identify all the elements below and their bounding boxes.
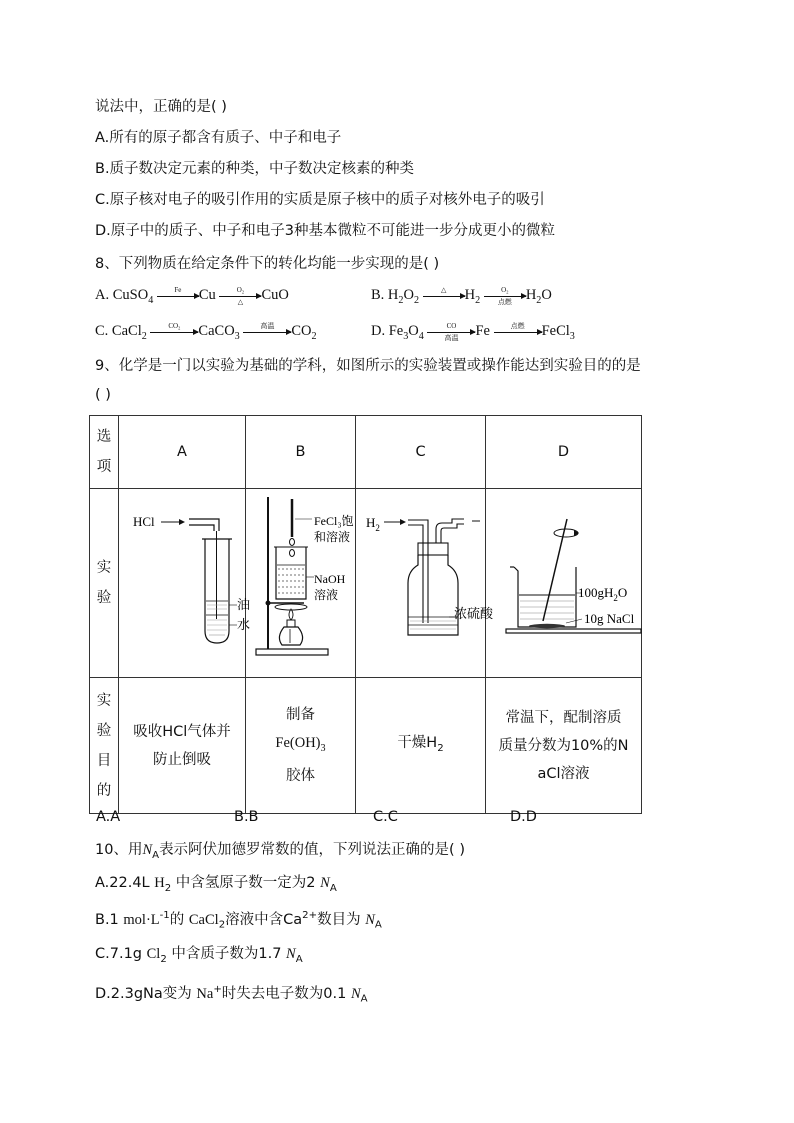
svg-text:HCl: HCl — [133, 514, 155, 529]
q7-option-c: C.原子核对电子的吸引作用的实质是原子核中的质子对核外电子的吸引 — [95, 192, 545, 208]
purpose-label-cell: 实 验 目 的 — [90, 678, 119, 814]
table-purpose-row — [90, 678, 642, 814]
svg-text:和溶液: 和溶液 — [314, 530, 351, 544]
header-col-c: C — [356, 416, 486, 489]
q9-stem: 9、化学是一门以实验为基础的学科，如图所示的实验装置或操作能达到实验目的的是 — [95, 358, 641, 374]
apparatus-b-cell — [246, 489, 356, 678]
heating-apparatus-icon — [246, 489, 355, 673]
q7-option-a: A.所有的原子都含有质子、中子和电子 — [95, 130, 342, 146]
header-col-a: A — [119, 416, 246, 489]
header-col-d: D — [486, 416, 642, 489]
q10-option-d: D.2.3gNa变为 Na+时失去电子数为0.1 $N_A$ — [95, 984, 368, 1005]
svg-text:FeCl₃饱: FeCl₃饱 — [314, 514, 354, 528]
svg-text:100gH2O: $100gH_2O$ — [578, 585, 628, 603]
reaction-arrow-icon: 高温 — [243, 322, 291, 342]
q8-a-label: A. — [95, 287, 110, 303]
svg-text:水: 水 — [237, 618, 251, 633]
reaction-arrow-icon: O₂ 点燃 — [484, 286, 526, 306]
reaction-arrow-icon: CO₂ — [150, 322, 198, 342]
q8-option-c: C. CaCl$_2$ CO₂ CaCO$_3$ 高温 $CO_2$ — [95, 321, 317, 342]
q8-option-d: D. $Fe_3O_4$ CO 高温 Fe 点燃 FeCl$_3$ — [371, 321, 575, 342]
apparatus-a-cell — [119, 489, 251, 678]
q9-answer-a: A.A — [96, 809, 121, 825]
svg-text:H2: $H_2$ — [366, 515, 380, 533]
svg-text:油: 油 — [237, 598, 251, 613]
reaction-arrow-icon: 点燃 — [494, 322, 542, 342]
q7-stem: 说法中，正确的是( ) — [95, 99, 227, 115]
q9-experiment-table — [89, 415, 642, 814]
q10-option-b: B.1 $mol\cdot L^{-1}$的 CaCl$_2$溶液中含$Ca^{2+}$数目为 $N_A$ — [95, 910, 382, 931]
q7-option-d: D.原子中的质子、中子和电子3种基本微粒不可能进一步分成更小的微粒 — [95, 223, 555, 239]
svg-text:10g NaCl: 10g NaCl — [584, 611, 635, 626]
reaction-arrow-icon: Fe — [157, 286, 199, 306]
q10-option-c: C.7.1g $Cl_2$ 中含质子数为1.7 $N_A$ — [95, 946, 303, 965]
purpose-d-cell: 常温下，配制溶质 质量分数为10%的N aCl溶液 — [486, 678, 642, 814]
table-apparatus-row — [90, 489, 642, 678]
reaction-arrow-icon: O₂ △ — [219, 286, 261, 306]
purpose-c-cell: 干燥$H_2$ — [356, 678, 486, 814]
reaction-arrow-icon: CO 高温 — [427, 322, 475, 342]
q8-option-a: A. CuSO$_4$ Fe Cu O₂ △ CuO — [95, 285, 289, 306]
gas-washing-bottle-icon — [356, 489, 494, 673]
q9-answer-b: B.B — [234, 809, 259, 825]
q7-option-b: B.质子数决定元素的种类，中子数决定核素的种类 — [95, 161, 415, 177]
table-header-row — [90, 416, 642, 489]
q8-stem: 8、下列物质在给定条件下的转化均能一步实现的是( ) — [95, 256, 440, 272]
q9-answer-d: D.D — [510, 809, 537, 825]
q10-stem: 10、用$N_A$表示阿伏加德罗常数的值，下列说法正确的是( ) — [95, 842, 465, 861]
purpose-a-cell: 吸收HCl气体并 防止倒吸 — [119, 678, 246, 814]
svg-text:NaOH: NaOH — [314, 572, 346, 586]
header-col-b: B — [246, 416, 356, 489]
q9-stem-paren: ( ) — [95, 387, 111, 403]
beaker-stirring-icon — [486, 489, 641, 673]
purpose-b-cell: 制备 $Fe(OH)_3$ 胶体 — [246, 678, 356, 814]
reaction-arrow-icon: △ — [423, 286, 465, 306]
svg-text:溶液: 溶液 — [314, 588, 339, 602]
svg-text:浓硫酸: 浓硫酸 — [454, 607, 494, 622]
test-tube-apparatus-icon — [119, 489, 251, 673]
q9-answer-c: C.C — [373, 809, 398, 825]
q8-option-b: B. $H_2O_2$ △ $H_2$ O₂ 点燃 $H_2O$ — [371, 285, 552, 306]
apparatus-c-cell — [356, 489, 494, 678]
q10-option-a: A.22.4L $H_2$ 中含氢原子数一定为2 $N_A$ — [95, 875, 337, 894]
apparatus-label-cell: 实 验 — [90, 489, 119, 678]
apparatus-d-cell — [486, 489, 642, 678]
header-option-cell: 选 项 — [90, 416, 119, 489]
